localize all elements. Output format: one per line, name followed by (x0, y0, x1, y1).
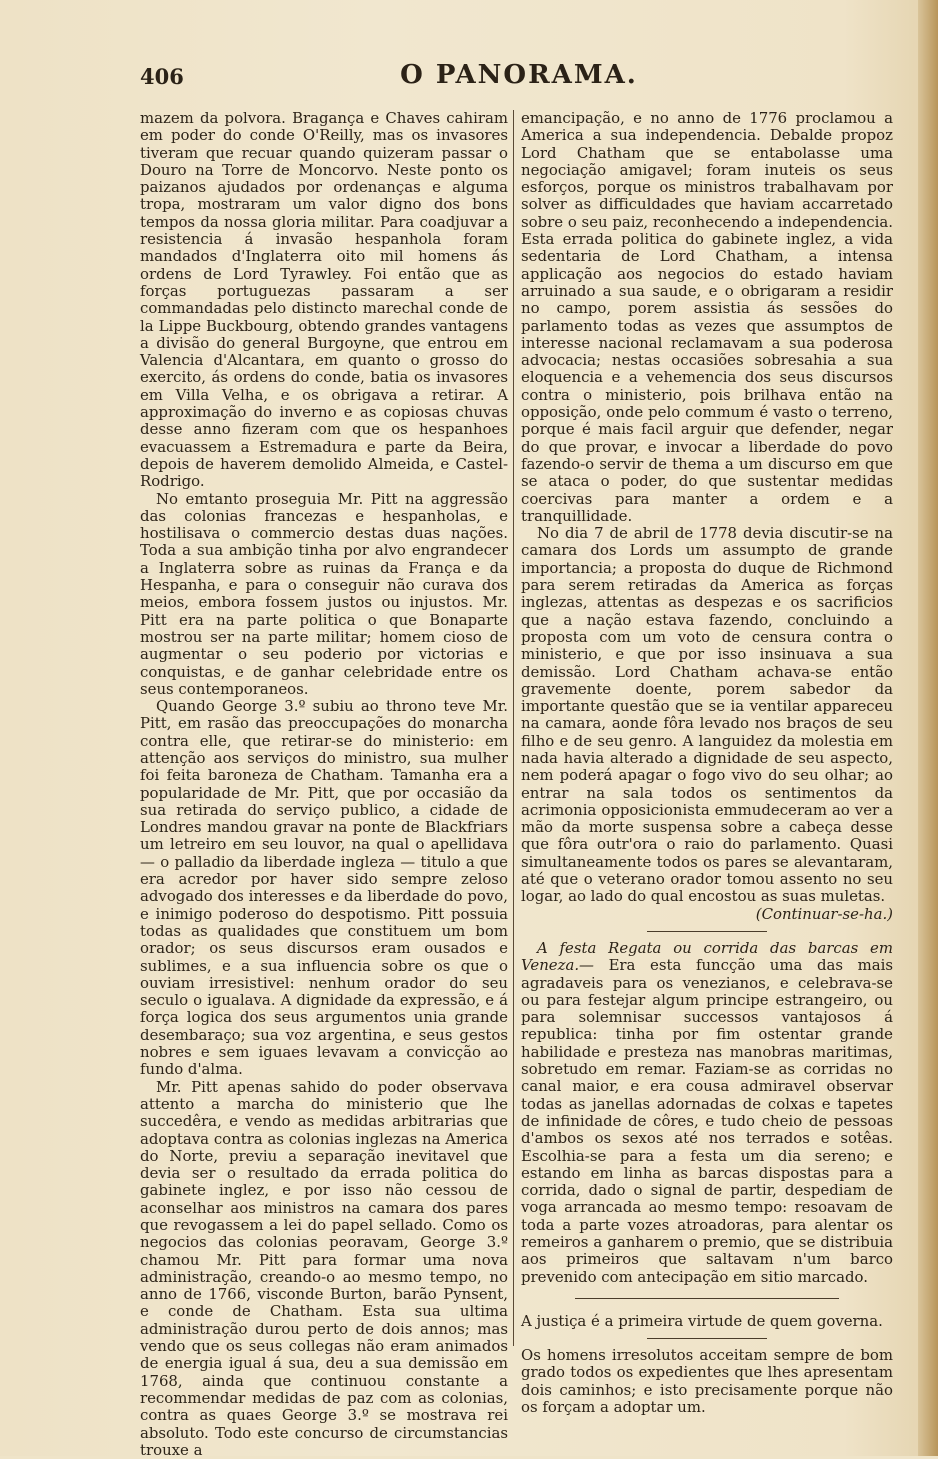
paragraph: No dia 7 de abril de 1778 devia discutir-se na camara dos Lords um assumpto de grande importancia; a proposta do duque de Richmond para serem retiradas da America as forças inglezas, attentas as despezas e os sacrificios que a nação estava fazendo, concluindo a proposta com um voto de censura contra o ministerio, e que por isso insinuava a sua demissão. Lord Chatham achava-se então gravemente doente, porem sabedor da importante questão que se ia ventilar appareceu na camara, aonde fôra levado nos braços de seu filho e de seu genro. A languidez da molestia em nada havia alterado a dignidade de seu aspecto, nem poderá apagar o fogo vivo do seu olhar; ao entrar na sala todos os sentimentos da acrimonia opposicionista emmudeceram ao ver a mão da morte suspensa sobre a cabeça desse que fôra outr'ora o raio do parlamento. Quasi simultaneamente todos os pares se alevantaram, até que o veterano orador tomou assento no seu logar, ao lado do qual encostou as suas muletas. (521, 524, 893, 906)
article-body: Era esta funcção uma das mais agradaveis para os venezianos, e celebrava-se ou para festejar algum principe estrangeiro, ou para solemnisar successos vantajosos á republica: tinha por fim ostentar grande habilidade e presteza nas manobras maritimas, sobretudo em remar. Faziam-se as corridas no canal maior, e era cousa admiravel observar todas as janellas adornadas de colxas e tapetes de infinidade de côres, e tudo cheio de pessoas d'ambos os sexos até nos terrados e sotêas. Escolhia-se para a festa um dia sereno; e estando em linha as barcas dispostas para a corrida, dado o signal de partir, despediam de voga arrancada ao mesmo tempo: resoavam de toda a parte vozes atroadoras, para alentar os remeiros a ganharem o premio, que se distribuia aos primeiros que saltavam n'um barco prevenido com antecipação em sitio marcado. (521, 956, 894, 1286)
article-title: A festa Regata ou corrida das barcas em Veneza.— (521, 938, 893, 975)
column-divider (513, 110, 514, 1346)
section-divider (647, 1338, 767, 1339)
paragraph: emancipação, e no anno de 1776 proclamou a America a sua independencia. Debalde propoz Lord Chatham que se entabolasse uma negociação amigavel; foram inuteis os seus esforços, porque os ministros trabalhavam por solver as difficuldades que haviam accarretado sobre o seu paiz, reconhecendo a independencia. Esta errada politica do gabinete inglez, a vida sedentaria de Lord Chatham, a intensa applicação aos negocios do estado haviam arruinado a sua saude, e o obrigaram a residir no campo, porem assistia ás sessões do parlamento todas as vezes que assumptos de interesse nacional reclamavam a sua poderosa advocacia; nestas occasiões sobresahia a sua eloquencia e a vehemencia dos seus discursos contra o ministerio, pois brilhava então na opposição, onde pelo commum é vasto o terreno, porque é mais facil arguir que defender, negar do que provar, e invocar a liberdade do povo fazendo-o servir de thema a um discurso em que se ataca o poder, do que sustentar medidas coercivas para manter a ordem e a tranquillidade. (521, 109, 893, 525)
page-header (140, 60, 898, 100)
maxim: A justiça é a primeira virtude de quem governa. (521, 1311, 883, 1330)
running-title: O PANORAMA. (400, 60, 638, 90)
section-divider (647, 931, 767, 932)
right-column (521, 110, 893, 1416)
left-column (140, 110, 508, 1459)
paragraph: Mr. Pitt apenas sahido do poder observava attento a marcha do ministerio que lhe succedêra, e vendo as medidas arbitrarias que adoptava contra as colonias inglezas na America do Norte, previu a separação inevitavel que devia ser o resultado da errada politica do gabinete inglez, e por isso não cessou de aconselhar aos ministros na camara dos pares que revogassem a lei do papel sellado. Como os negocios das colonias peoravam, George 3.º chamou Mr. Pitt para formar uma nova administração, creando-o ao mesmo tempo, no anno de 1766, visconde Burton, barão Pynsent, e conde de Chatham. Esta sua ultima administração durou perto de dois annos; mas vendo que os seus collegas não eram animados de energia igual á sua, deu a sua demissão em 1768, ainda que continuou constante a recommendar medidas de paz com as colonias, contra as quaes George 3.º se mostrava rei absoluto. Todo este concurso de circumstancias trouxe a (140, 1077, 508, 1459)
paragraph: No emtanto proseguia Mr. Pitt na aggressão das colonias francezas e hespanholas, e hostilisava o commercio destas duas nações. Toda a sua ambição tinha por alvo engrandecer a Inglaterra sobre as ruinas da França e da Hespanha, e para o conseguir não curava dos meios, embora fossem justos ou injustos. Mr. Pitt era na parte politica o que Bonaparte mostrou ser na parte militar; homem cioso de augmentar o seu poderio por victorias e conquistas, e de ganhar celebridade entre os seus contemporaneos. (140, 489, 508, 698)
section-divider (575, 1298, 839, 1299)
maxim: Os homens irresolutos acceitam sempre de bom grado todos os expedientes que lhes apresentam dois caminhos; e isto precisamente porque não os forçam a adoptar um. (521, 1346, 893, 1417)
article-paragraph (521, 940, 893, 1286)
paragraph: Quando George 3.º subiu ao throno teve Mr. Pitt, em rasão das preoccupações do monarcha contra elle, que retirar-se do ministerio: em attenção aos serviços do ministro, sua mulher foi feita baroneza de Chatham. Tamanha era a popularidade de Mr. Pitt, que por occasião da sua retirada do serviço publico, a cidade de Londres mandou gravar na ponte de Blackfriars um letreiro em seu louvor, na qual o apellidava — o palladio da liberdade ingleza — titulo a que era acredor por haver sido sempre zeloso advogado dos interesses e da liberdade do povo, e inimigo poderoso do despotismo. Pitt possuia todas as qualidades que constituem um bom orador; os seus discursos eram ousados e sublimes, e a sua influencia sobre os que o ouviam irresistivel: nenhum orador do seu seculo o igualava. A dignidade da expressão, e á força logica dos seus argumentos unia grande desembaraço; sua voz argentina, e seus gestos nobres e sem iguaes levavam a convicção ao fundo d'alma. (140, 697, 508, 1079)
page-number: 406 (140, 64, 184, 89)
page-edge (918, 0, 938, 1456)
paragraph: mazem da polvora. Bragança e Chaves cahiram em poder do conde O'Reilly, mas os invasores tiveram que recuar quando quizeram passar o Douro na Torre de Moncorvo. Neste ponto os paizanos ajudados por ordenanças e alguma tropa, mostraram um valor digno dos bons tempos da nossa gloria militar. Para coadjuvar a resistencia á invasão hespanhola foram mandados d'Inglaterra oito mil homens ás ordens de Lord Tyrawley. Foi então que as forças portuguezas passaram a ser commandadas pelo distincto marechal conde de la Lippe Buckbourg, obtendo grandes vantagens a divisão do general Burgoyne, que entrou em Valencia d'Alcantara, em quanto o grosso do exercito, ás ordens do conde, batia os invasores em Villa Velha, e os obrigava a retirar. A approximação do inverno e as copiosas chuvas desse anno fizeram com que os hespanhoes evacuassem a Estremadura e parte da Beira, depois de haverem demolido Almeida, e Castel-Rodrigo. (140, 109, 508, 491)
continued-note: (Continuar-se-ha.) (755, 904, 893, 923)
